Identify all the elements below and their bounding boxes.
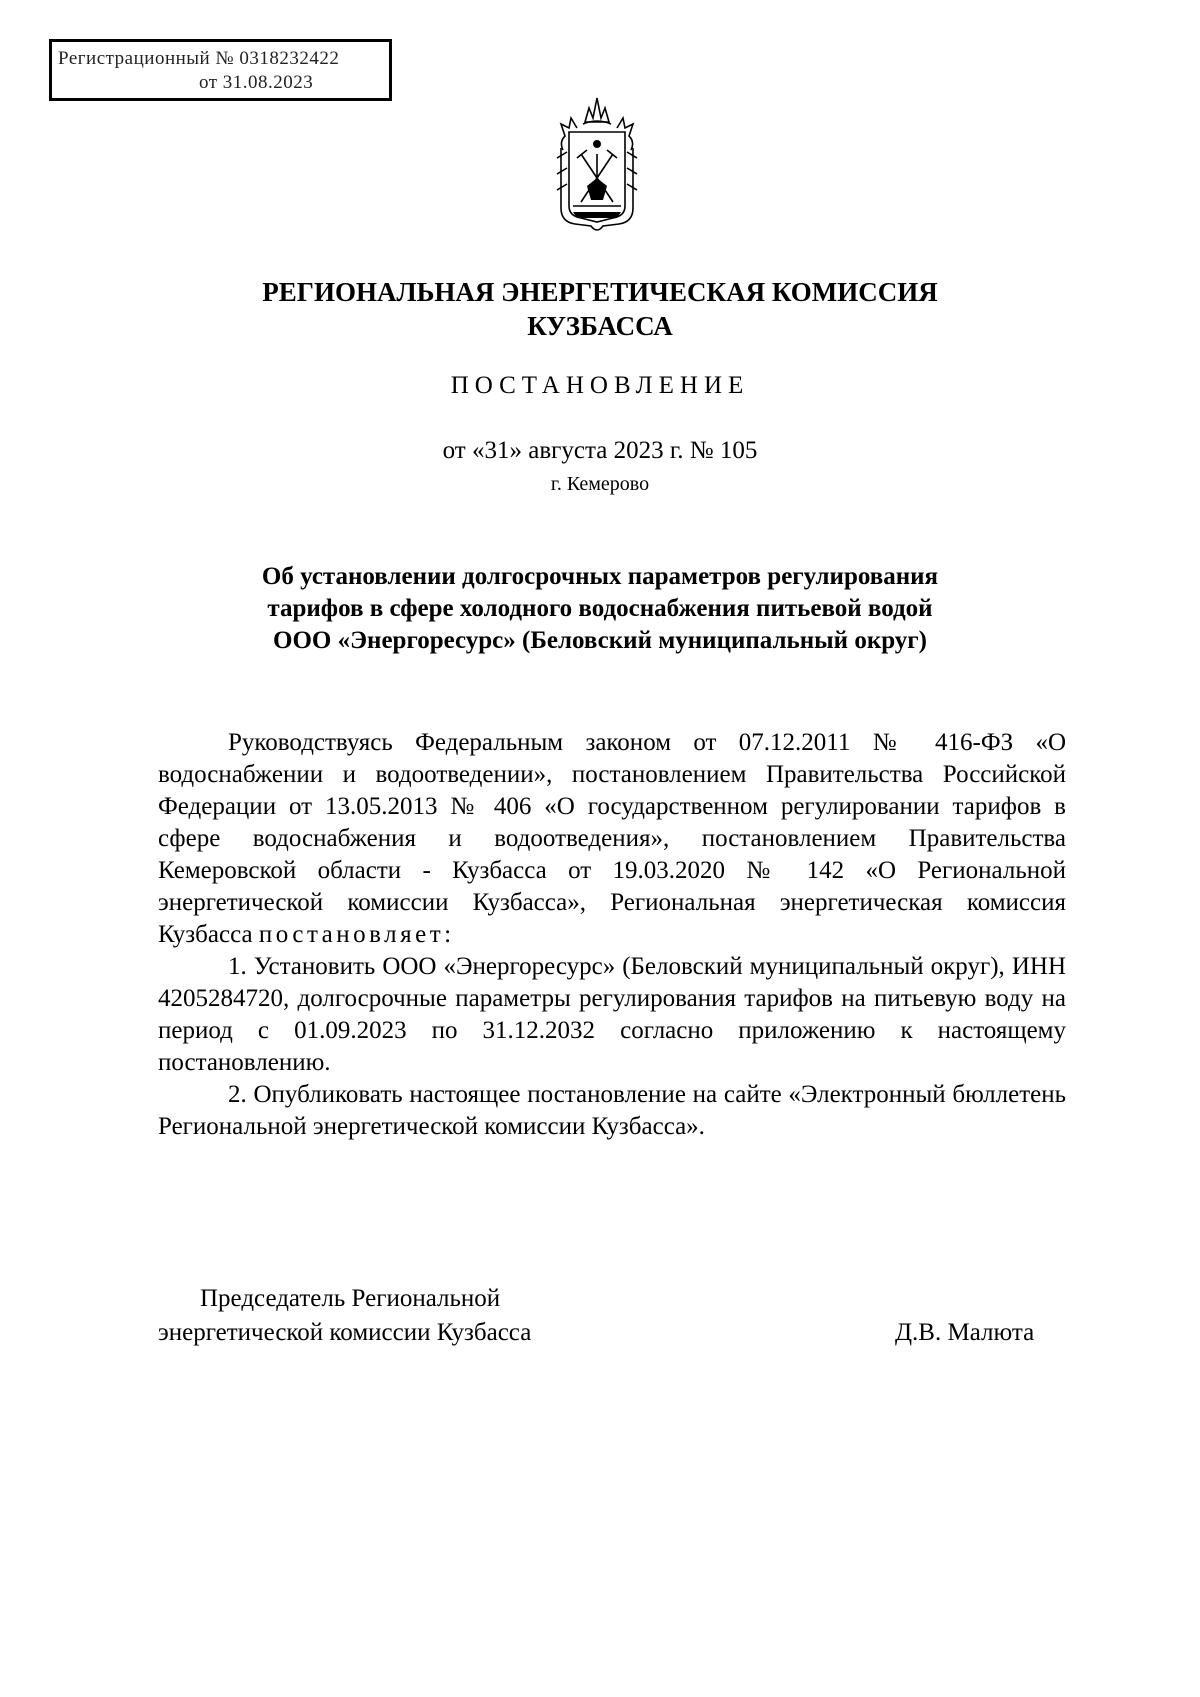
- signatory-title: [158, 1282, 531, 1350]
- item-2-paragraph: 2. Опубликовать настоящее постановление на сайте «Электронный бюллетень Региональной энергетической комиссии Кузбасса».: [158, 1081, 1066, 1140]
- organization-line-1: РЕГИОНАЛЬНАЯ ЭНЕРГЕТИЧЕСКАЯ КОМИССИЯ: [262, 277, 938, 307]
- document-type: ПОСТАНОВЛЕНИЕ: [450, 372, 750, 399]
- resolves-word: постановляет:: [258, 921, 455, 948]
- organization-name: [0, 275, 1200, 343]
- signatory-title-line-2: энергетической комиссии Кузбасса: [158, 1319, 532, 1346]
- item-1-paragraph: 1. Установить ООО «Энергоресурс» (Беловский муниципальный округ), ИНН 4205284720, долгосрочные параметры регулирования тарифов на питьевую воду на период с 01.09.2023 по 31.12.2032 согласно приложению к настоящему постановлению.: [158, 953, 1066, 1076]
- preamble-paragraph: [158, 727, 1066, 951]
- organization-line-2: КУЗБАССА: [527, 311, 673, 341]
- coat-of-arms-icon: [547, 88, 647, 236]
- subject-line-3: ООО «Энергоресурс» (Беловский муниципальный округ): [273, 627, 927, 654]
- signatory-name: Д.В. Малюта: [895, 1319, 1035, 1346]
- signatory-title-line-1: Председатель Региональной: [200, 1285, 501, 1312]
- document-subject: [0, 561, 1200, 657]
- document-date-number: от «31» августа 2023 г. № 105: [442, 437, 758, 464]
- subject-line-2: тарифов в сфере холодного водоснабжения питьевой водой: [267, 595, 933, 622]
- document-city: г. Кемерово: [550, 473, 650, 495]
- subject-line-1: Об установлении долгосрочных параметров регулирования: [261, 563, 939, 590]
- registration-date: от 31.08.2023: [199, 72, 314, 93]
- registration-number: Регистрационный № 0318232422: [58, 48, 340, 69]
- preamble-text: Руководствуясь Федеральным законом от 07.12.2011 № 416-ФЗ «О водоснабжении и водоотведении», постановлением Правительства Российской Федерации от 13.05.2013 № 406 «О государственном регулировании тарифов в сфере водоснабжения и водоотведения», постановлением Правительства Кемеровской области - Кузбасса от 19.03.2020 № 142 «О Региональной энергетической комиссии Кузбасса», Региональная энергетическая комиссия Кузбасса: [158, 729, 1066, 948]
- registration-stamp: [49, 39, 392, 101]
- document-body: [158, 727, 1066, 1143]
